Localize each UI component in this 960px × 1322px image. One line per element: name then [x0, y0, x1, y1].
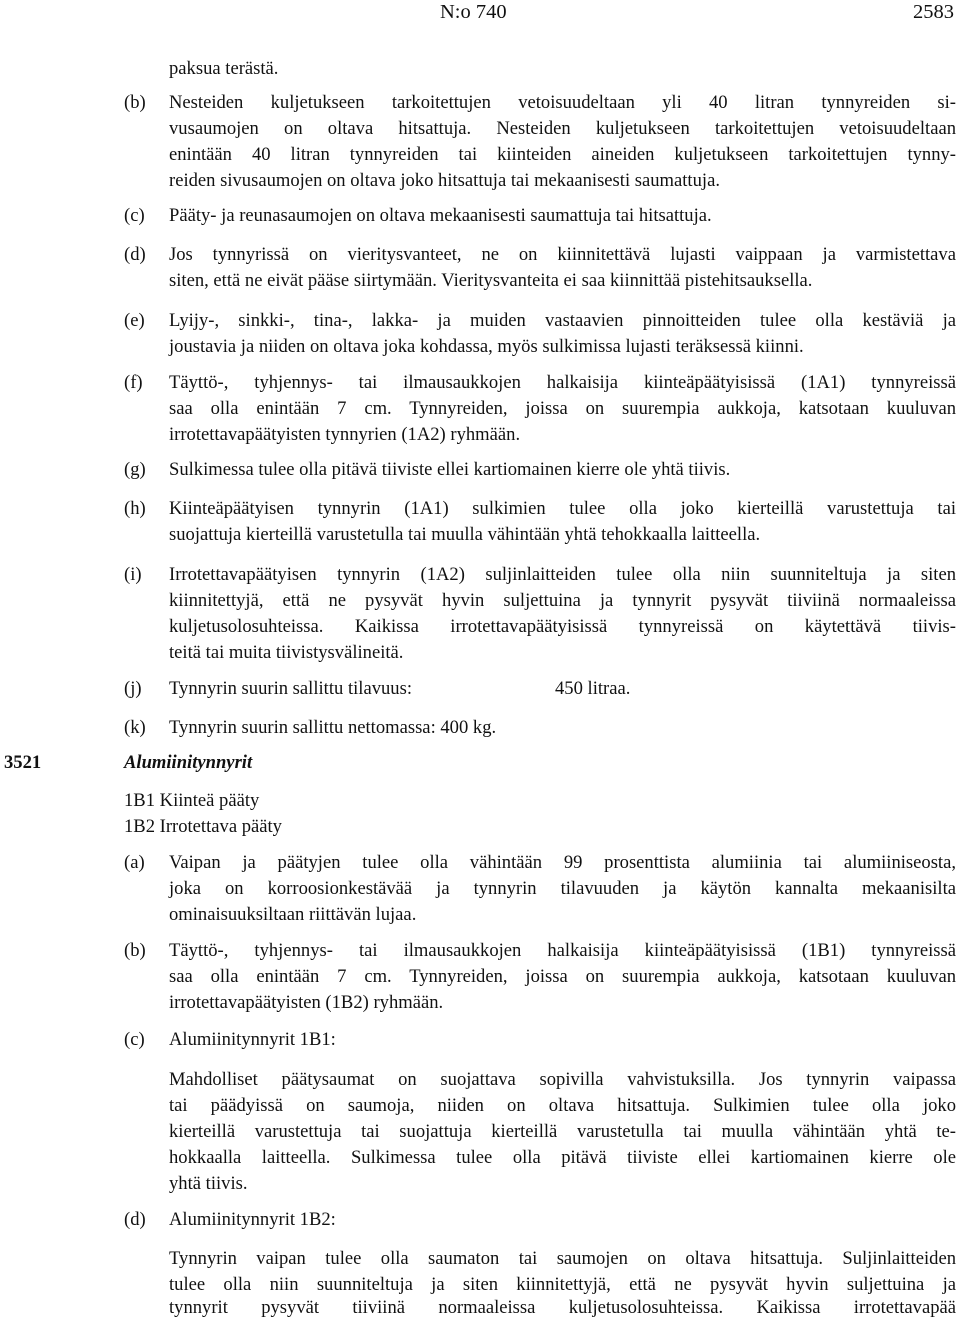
paragraph-line: irrotettavapäätyisten (1B2) ryhmään. [169, 992, 444, 1013]
paragraph-line: kierteillä varustettuja tai suojattuja kierteillä varustetulla tai muulla vähintään yhtä te- [169, 1121, 956, 1142]
drum-type-2: 1B2 Irrotettava pääty [124, 816, 282, 837]
paragraph-line: Kiinteäpäätyisen tynnyrin (1A1) sulkimien tulee olla joko kierteillä varustettuja tai [169, 498, 956, 519]
paragraph-line: Tynnyrin vaipan tulee olla saumaton tai saumojen on oltava hitsattuja. Suljinlaitteiden [169, 1248, 956, 1269]
item-label-c: (c) [124, 205, 145, 226]
item-text-k: Tynnyrin suurin sallittu nettomassa: 400 kg. [169, 717, 497, 738]
paragraph-line: yhtä tiivis. [169, 1173, 248, 1194]
paragraph-line: Jos tynnyrissä on vieritysvanteet, ne on kiinnitettävä lujasti vaippaan ja varmistettava [169, 244, 956, 265]
paragraph-line: joka on korroosionkestävää ja tynnyrin tilavuuden ja käytön kannalta mekaanisilta [169, 878, 956, 899]
paragraph-line: suojattuja kierteillä varustetulla tai muulla vähintään yhtä tehokkaalla laitteella. [169, 524, 761, 545]
paragraph-line: vusaumojen on oltava hitsattuja. Nesteiden kuljetukseen tarkoitettujen vetoisuudeltaan [169, 118, 956, 139]
paragraph-line: Vaipan ja päätyjen tulee olla vähintään 99 prosenttista alumiinia tai alumiiniseosta, [169, 852, 956, 873]
section-number: 3521 [4, 752, 42, 773]
paragraph-line: saa olla enintään 7 cm. Tynnyreiden, joissa on suurempia aukkoja, katsotaan kuuluvan [169, 966, 956, 987]
paragraph-line: siten, että ne eivät pääse siirtymään. Vieritysvanteita ei saa kiinnittää pistehitsauksella. [169, 270, 813, 291]
paragraph-line: kuljetusolosuhteissa. Kaikissa irrotettavapäätyisissä tynnyreissä on käytettävä tiivis- [169, 616, 956, 637]
paragraph-line: joustavia ja niiden on oltava joka kohdassa, myös sulkimissa lujasti teräksessä kiinni. [169, 336, 804, 357]
paragraph-line: Täyttö-, tyhjennys- tai ilmausaukkojen halkaisija kiinteäpäätyisissä (1A1) tynnyreissä [169, 372, 956, 393]
paragraph-line: irrotettavapäätyisten tynnyrien (1A2) ryhmään. [169, 424, 521, 445]
item-label-e: (e) [124, 310, 145, 331]
paragraph-line: teitä tai muita tiivistysvälineitä. [169, 642, 404, 663]
paragraph-line: kiinnitettyjä, että ne pysyvät hyvin suljettuina ja tynnyrit pysyvät tiiviinä normaaleissa [169, 590, 956, 611]
paragraph-line: Sulkimessa tulee olla pitävä tiiviste ellei kartiomainen kierre ole yhtä tiivis. [169, 459, 731, 480]
paragraph-line: Lyijy-, sinkki-, tina-, lakka- ja muiden vastaavien pinnoitteiden tulee olla kestäviä ja [169, 310, 956, 331]
item-text-j: Tynnyrin suurin sallittu tilavuus: [169, 678, 412, 699]
paragraph-line: ominaisuuksiltaan riittävän lujaa. [169, 904, 417, 925]
item-label-i: (i) [124, 564, 142, 585]
subsection-heading: Alumiinitynnyrit 1B2: [169, 1209, 336, 1230]
page-number: 2583 [913, 1, 954, 23]
item-label-b: (b) [124, 92, 146, 113]
subsection-heading: Alumiinitynnyrit 1B1: [169, 1029, 336, 1050]
paragraph-line: hokkaalla laitteella. Sulkimessa tulee olla pitävä tiiviste ellei kartiomainen kierre ole [169, 1147, 956, 1168]
item-label-f: (f) [124, 372, 143, 393]
paragraph-line: Nesteiden kuljetukseen tarkoitettujen vetoisuudeltaan yli 40 litran tynnyreiden si- [169, 92, 956, 113]
paragraph-line: saa olla enintään 7 cm. Tynnyreiden, joissa on suurempia aukkoja, katsotaan kuuluvan [169, 398, 956, 419]
paragraph-line: Mahdolliset päätysaumat on suojattava sopivilla vahvistuksilla. Jos tynnyrin vaipassa [169, 1069, 956, 1090]
paragraph-line: enintään 40 litran tynnyreiden tai kiinteiden aineiden kuljetukseen tarkoitettujen tynny- [169, 144, 956, 165]
section-title: Alumiinitynnyrit [124, 752, 253, 773]
paragraph-line: tai päädyissä on saumoja, niiden on oltava hitsattuja. Sulkimien tulee olla joko [169, 1095, 956, 1116]
drum-type-1: 1B1 Kiinteä pääty [124, 790, 260, 811]
item-label-d: (d) [124, 244, 146, 265]
paragraph-line: tynnyrit pysyvät tiiviinä normaaleissa kuljetusolosuhteissa. Kaikissa irrotettavapää [169, 1297, 956, 1318]
item-label-h: (h) [124, 498, 146, 519]
paragraph-line: reiden sivusaumojen on oltava joko hitsattuja tai mekaanisesti saumattuja. [169, 170, 720, 191]
paragraph-line: Pääty- ja reunasaumojen on oltava mekaanisesti saumattuja tai hitsattuja. [169, 205, 712, 226]
item-label-b: (b) [124, 940, 146, 961]
item-label-j: (j) [124, 678, 142, 699]
paragraph-line: Täyttö-, tyhjennys- tai ilmausaukkojen halkaisija kiinteäpäätyisissä (1B1) tynnyreissä [169, 940, 956, 961]
paragraph-line: Irrotettavapäätyisen tynnyrin (1A2) suljinlaitteiden tulee olla niin suunniteltuja ja siten [169, 564, 956, 585]
item-label-g: (g) [124, 459, 146, 480]
item-value-j: 450 litraa. [555, 678, 631, 699]
item-label-k: (k) [124, 717, 146, 738]
page-header-number: N:o 740 [440, 1, 507, 23]
item-label-c: (c) [124, 1029, 145, 1050]
item-label-a: (a) [124, 852, 145, 873]
item-label-d: (d) [124, 1209, 146, 1230]
paragraph-line: paksua terästä. [169, 58, 279, 79]
paragraph-line: tulee olla niin suunniteltuja ja siten kiinnitettyjä, että ne pysyvät hyvin suljettuina ja [169, 1274, 956, 1295]
